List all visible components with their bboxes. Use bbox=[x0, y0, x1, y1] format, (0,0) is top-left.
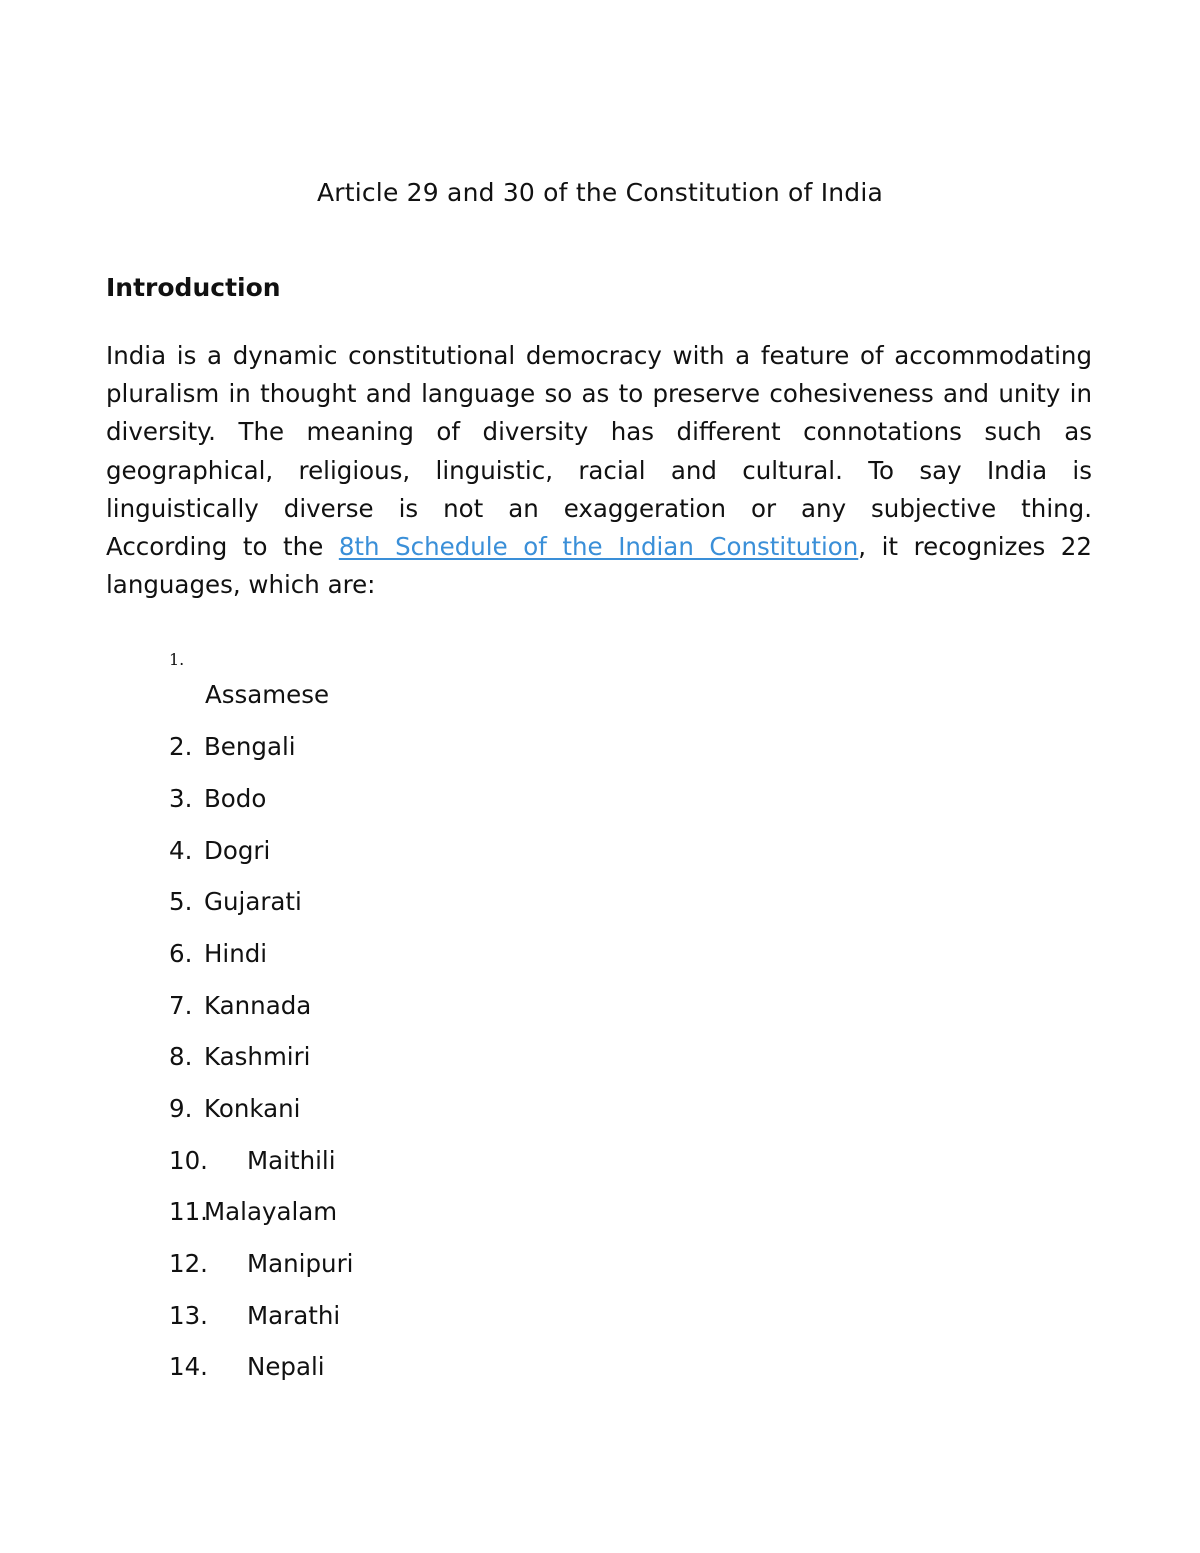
list-text: Kannada bbox=[204, 991, 312, 1020]
list-text: Manipuri bbox=[247, 1249, 354, 1278]
list-text: Assamese bbox=[205, 680, 330, 709]
list-text: Malayalam bbox=[204, 1197, 338, 1226]
list-number: 12. bbox=[169, 1249, 208, 1278]
list-number: 8. bbox=[169, 1042, 193, 1071]
list-text: Nepali bbox=[247, 1352, 325, 1381]
list-text: Hindi bbox=[204, 939, 268, 968]
list-number: 1. bbox=[169, 650, 185, 669]
paragraph-line-with-link bbox=[106, 528, 1092, 566]
list-number: 7. bbox=[169, 991, 193, 1020]
list-text: Bodo bbox=[204, 784, 267, 813]
document-title: Article 29 and 30 of the Constitution of India bbox=[316, 178, 884, 207]
list-number: 14. bbox=[169, 1352, 208, 1381]
list-number: 3. bbox=[169, 784, 193, 813]
list-text: Maithili bbox=[247, 1146, 336, 1175]
list-number: 13. bbox=[169, 1301, 208, 1330]
list-number: 4. bbox=[169, 836, 193, 865]
paragraph-line: India is a dynamic constitutional democracy with a feature of accommodating bbox=[106, 341, 1092, 370]
paragraph-line: languages, which are: bbox=[106, 570, 376, 600]
list-text: Gujarati bbox=[204, 887, 302, 916]
paragraph-line: geographical, religious, linguistic, racial and cultural. To say India is bbox=[106, 455, 1092, 485]
paragraph-line: linguistically diverse is not an exaggeration or any subjective thing. bbox=[106, 493, 1092, 523]
list-text: Marathi bbox=[247, 1301, 341, 1330]
list-number: 5. bbox=[169, 887, 193, 916]
list-text: Kashmiri bbox=[204, 1042, 311, 1071]
list-number: 10. bbox=[169, 1146, 208, 1175]
list-number: 11. bbox=[169, 1197, 208, 1226]
paragraph-line: pluralism in thought and language so as to preserve cohesiveness and unity in bbox=[106, 379, 1092, 409]
list-number: 2. bbox=[169, 732, 193, 761]
list-number: 6. bbox=[169, 939, 193, 968]
paragraph-text: , it recognizes 22 bbox=[858, 532, 1092, 562]
section-heading-introduction: Introduction bbox=[106, 273, 281, 302]
list-text: Dogri bbox=[204, 836, 271, 865]
list-text: Konkani bbox=[204, 1094, 301, 1123]
eighth-schedule-link[interactable]: 8th Schedule of the Indian Constitution bbox=[338, 532, 859, 562]
paragraph-text: According to the bbox=[106, 532, 339, 562]
list-number: 9. bbox=[169, 1094, 193, 1123]
introduction-paragraph bbox=[106, 337, 1092, 604]
list-text: Bengali bbox=[204, 732, 296, 761]
paragraph-line: diversity. The meaning of diversity has different connotations such as bbox=[106, 417, 1092, 447]
